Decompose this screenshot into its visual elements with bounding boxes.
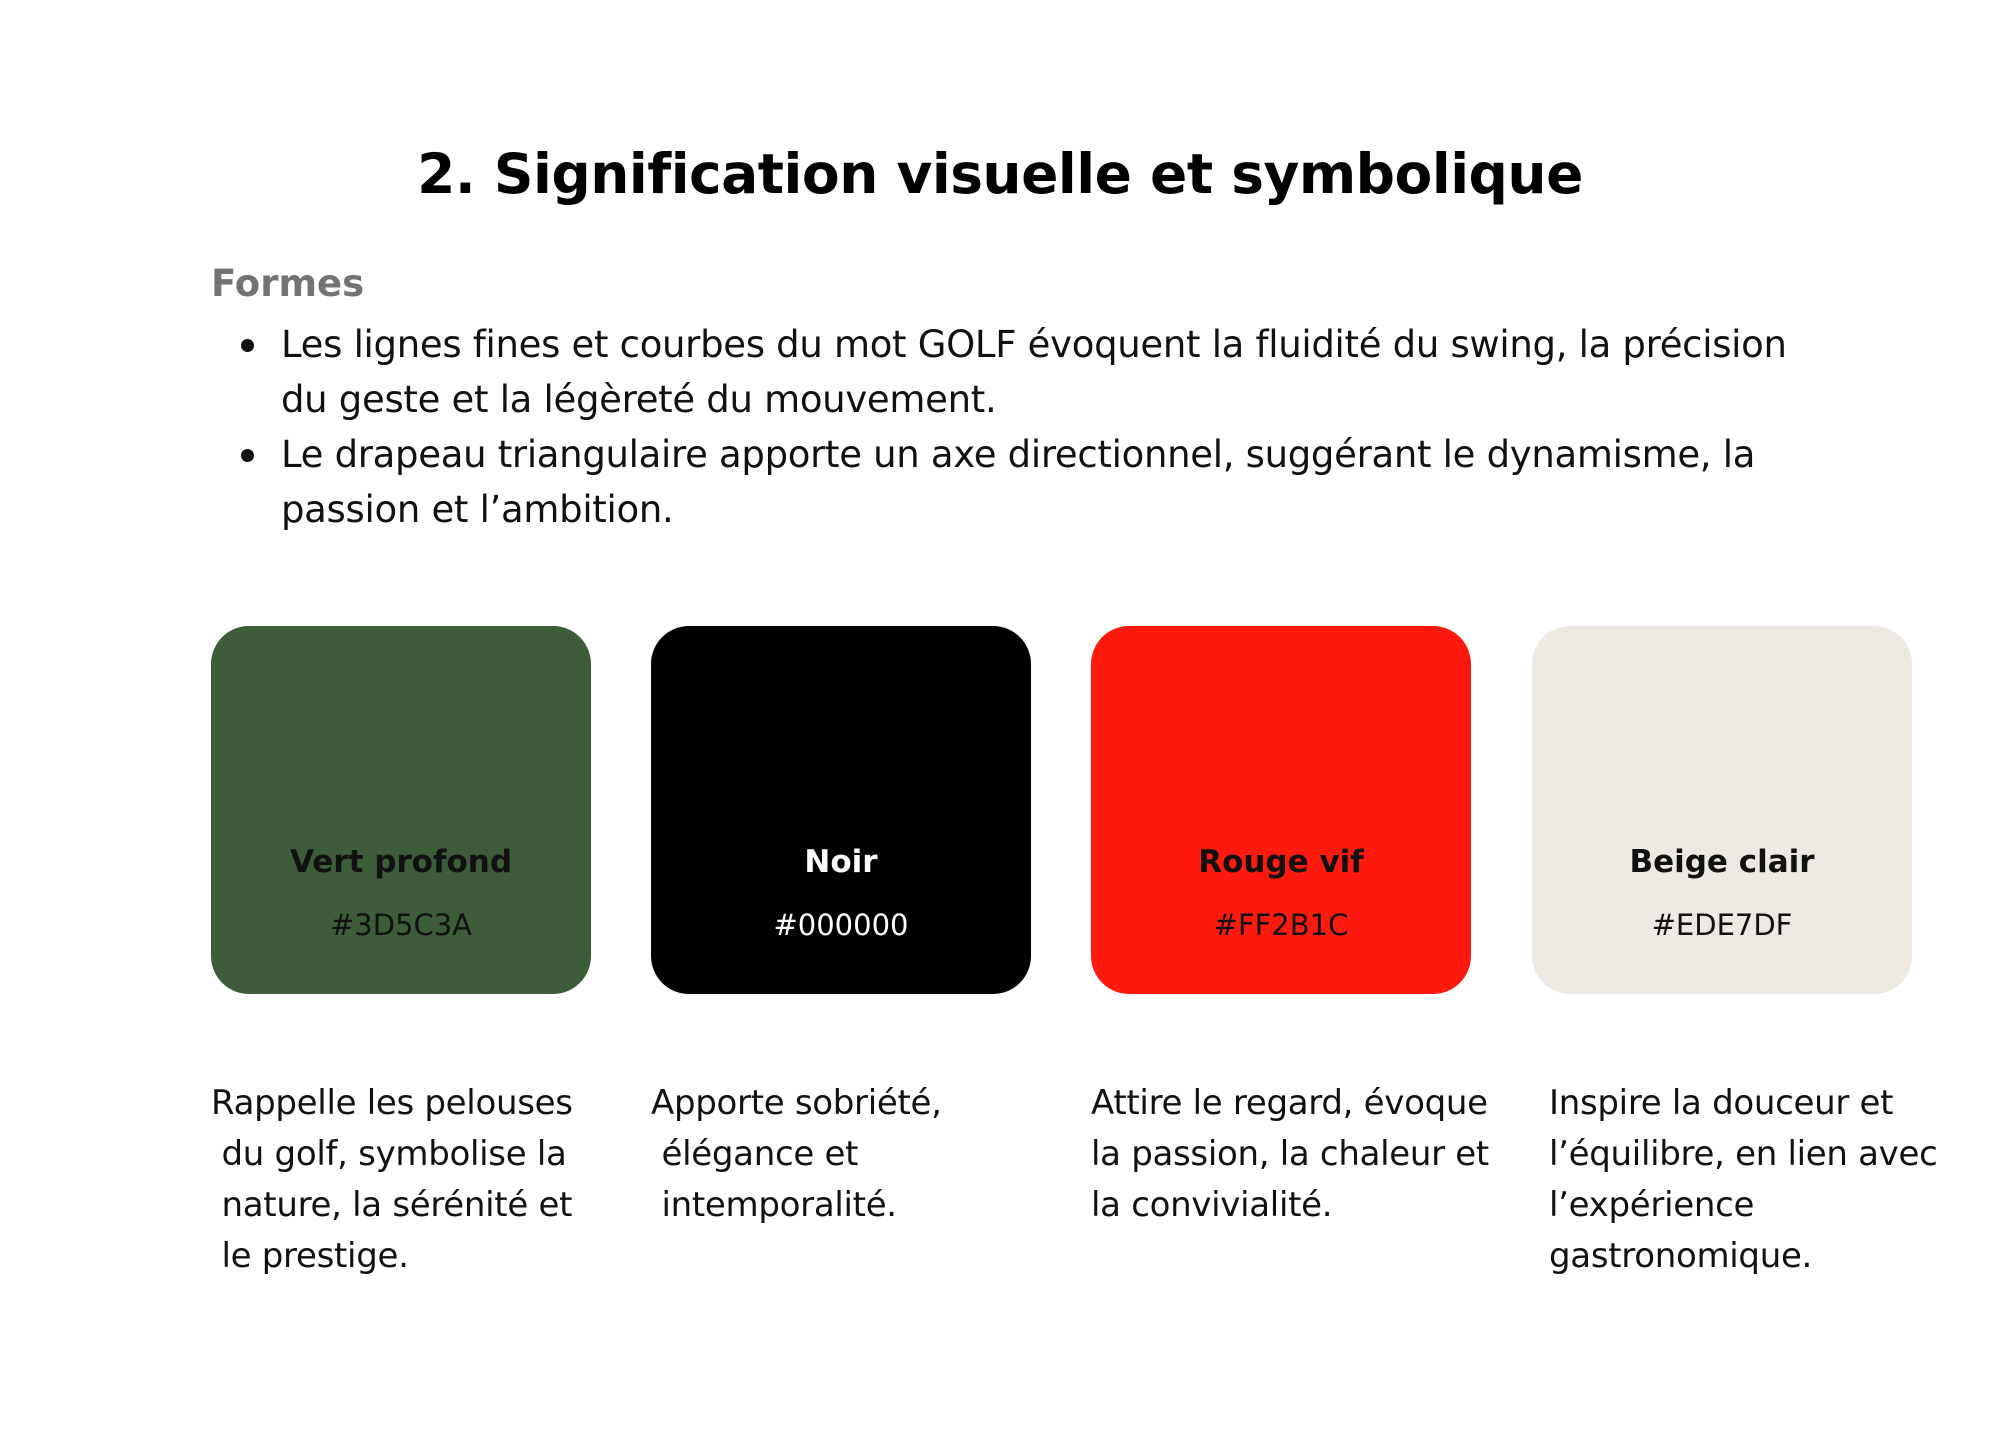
- swatch-name: Beige clair: [1629, 844, 1815, 880]
- bullet-line: Les lignes fines et courbes du mot GOLF évoquent la fluidité du swing, la précision: [281, 323, 1787, 366]
- bullet-dot-icon: [241, 339, 254, 352]
- description-line: la convivialité.: [1091, 1185, 1333, 1225]
- swatch-hex-code: #3D5C3A: [329, 908, 473, 942]
- color-swatch-rouge-vif: [1091, 626, 1471, 994]
- section-heading-formes: Formes: [211, 262, 365, 305]
- page-title: 2. Signification visuelle et symbolique: [417, 142, 1583, 206]
- bullet-item: [239, 427, 1879, 537]
- swatch-name: Vert profond: [289, 844, 513, 880]
- description-line: Rappelle les pelouses: [211, 1083, 573, 1123]
- bullet-dot-icon: [241, 449, 254, 462]
- swatch-hex-code: #000000: [773, 908, 909, 942]
- swatch-description-noir: [651, 1078, 1051, 1231]
- swatch-hex-code: #EDE7DF: [1651, 908, 1793, 942]
- bullet-line: passion et l’ambition.: [281, 488, 674, 531]
- color-swatch-noir: [651, 626, 1031, 994]
- bullet-line: du geste et la légèreté du mouvement.: [281, 378, 997, 421]
- description-line: élégance et: [651, 1134, 859, 1174]
- description-line: Inspire la douceur et: [1549, 1083, 1894, 1123]
- description-line: intemporalité.: [651, 1185, 897, 1225]
- swatch-description-vert-profond: [211, 1078, 611, 1282]
- description-line: l’équilibre, en lien avec: [1549, 1134, 1938, 1174]
- formes-bullet-list: [239, 317, 1879, 537]
- color-swatch-vert-profond: [211, 626, 591, 994]
- description-line: Apporte sobriété,: [651, 1083, 942, 1123]
- description-line: gastronomique.: [1549, 1236, 1813, 1276]
- swatch-description-rouge-vif: [1091, 1078, 1511, 1231]
- description-line: nature, la sérénité et: [211, 1185, 573, 1225]
- swatch-name: Noir: [804, 844, 878, 880]
- swatch-hex-code: #FF2B1C: [1213, 908, 1349, 942]
- bullet-line: Le drapeau triangulaire apporte un axe directionnel, suggérant le dynamisme, la: [281, 433, 1756, 476]
- bullet-item: [239, 317, 1879, 427]
- description-line: le prestige.: [211, 1236, 409, 1276]
- color-swatch-beige-clair: [1532, 626, 1912, 994]
- swatch-description-beige-clair: [1549, 1078, 1969, 1282]
- description-line: Attire le regard, évoque: [1091, 1083, 1488, 1123]
- description-line: la passion, la chaleur et: [1091, 1134, 1489, 1174]
- description-line: l’expérience: [1549, 1185, 1755, 1225]
- swatch-name: Rouge vif: [1198, 844, 1364, 880]
- description-line: du golf, symbolise la: [211, 1134, 567, 1174]
